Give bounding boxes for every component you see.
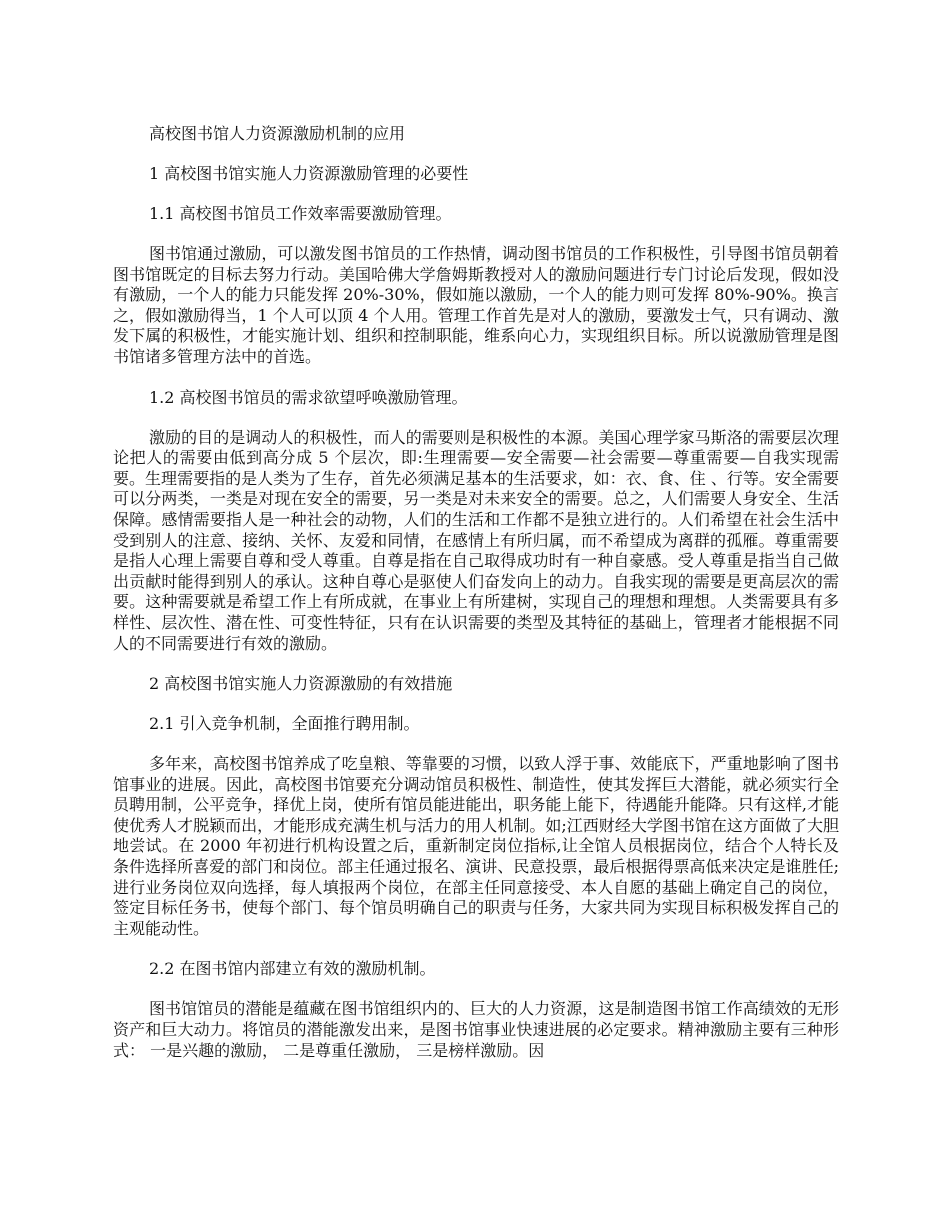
subsection-1-2-heading: 1.2 高校图书馆员的需求欲望呼唤激励管理。: [149, 387, 468, 407]
document-page: [113, 124, 839, 1081]
subsection-2-2-heading: 2.2 在图书馆内部建立有效的激励机制。: [149, 959, 436, 979]
subsection-1-1-paragraph: 图书馆通过激励，可以激发图书馆员的工作热情，调动图书馆员的工作积极性，引导图书馆员朝着图书馆既定的目标去努力行动。美国哈佛大学詹姆斯教授对人的激励问题进行专门讨论后发现，假如没有激励，一个人的能力只能发挥 20%-30%，假如施以激励，一个人的能力则可发挥 80%-90%。换言之，假如激励得当，1 个人可以顶 4 个人用。管理工作首先是对人的激励，要激发士气，只有调动、激发下属的积极性，才能实施计划、组织和控制职能，维系向心力，实现组织目标。所以说激励管理是图书馆诸多管理方法中的首选。: [113, 244, 839, 366]
subsection-1-2-paragraph: 激励的目的是调动人的积极性，而人的需要则是积极性的本源。美国心理学家马斯洛的需要层次理论把人的需要由低到高分成 5 个层次，即:生理需要—安全需要—社会需要—尊重需要—自我实现需要。生理需要指的是人类为了生存，首先必须满足基本的生活要求，如：衣、食、住 、行等。安全需要可以分两类，一类是对现在安全的需要，另一类是对未来安全的需要。总之，人们需要人身安全、生活保障。感情需要指人是一种社会的动物，人们的生活和工作都不是独立进行的。人们希望在社会生活中受到别人的注意、接纳、关怀、友爱和同情，在感情上有所归属，而不希望成为离群的孤雁。尊重需要是指人心理上需要自尊和受人尊重。自尊是指在自己取得成功时有一种自豪感。受人尊重是指当自己做出贡献时能得到别人的承认。这种自尊心是驱使人们奋发向上的动力。自我实现的需要是更高层次的需要。这种需要就是希望工作上有所成就，在事业上有所建树，实现自己的理想和理想。人类需要具有多样性、层次性、潜在性、可变性特征，只有在认识需要的类型及其特征的基础上，管理者才能根据不同人的不同需要进行有效的激励。: [113, 427, 839, 653]
section-2-heading: 2 高校图书馆实施人力资源激励的有效措施: [149, 674, 453, 694]
subsection-2-1-paragraph: 多年来，高校图书馆养成了吃皇粮、等靠要的习惯，以致人浮于事、效能底下，严重地影响了图书馆事业的进展。因此，高校图书馆要充分调动馆员积极性、制造性，使其发挥巨大潜能，就必须实行全员聘用制，公平竞争，择优上岗，使所有馆员能进能出，职务能上能下，待遇能升能降。只有这样,才能使优秀人才脱颖而出，才能形成充满生机与活力的用人机制。如;江西财经大学图书馆在这方面做了大胆地尝试。在 2000 年初进行机构设置之后，重新制定岗位指标,让全馆人员根据岗位，结合个人特长及条件选择所喜爱的部门和岗位。部主任通过报名、演讲、民意投票，最后根据得票高低来决定是谁胜任;进行业务岗位双向选择，每人填报两个岗位，在部主任同意接受、本人自愿的基础上确定自己的岗位，签定目标任务书，使每个部门、每个馆员明确自己的职责与任务，大家共同为实现目标积极发挥自己的主观能动性。: [113, 754, 839, 938]
subsection-2-2-paragraph: 图书馆馆员的潜能是蕴藏在图书馆组织内的、巨大的人力资源，这是制造图书馆工作高绩效的无形资产和巨大动力。将馆员的潜能激发出来，是图书馆事业快速进展的必定要求。精神激励主要有三种形式： 一是兴趣的激励， 二是尊重任激励， 三是榜样激励。因: [113, 999, 839, 1060]
document-title: 高校图书馆人力资源激励机制的应用: [149, 124, 406, 143]
section-1-heading: 1 高校图书馆实施人力资源激励管理的必要性: [149, 164, 469, 183]
subsection-2-1-heading: 2.1 引入竞争机制，全面推行聘用制。: [149, 714, 420, 734]
subsection-1-1-heading: 1.1 高校图书馆员工作效率需要激励管理。: [149, 204, 452, 223]
